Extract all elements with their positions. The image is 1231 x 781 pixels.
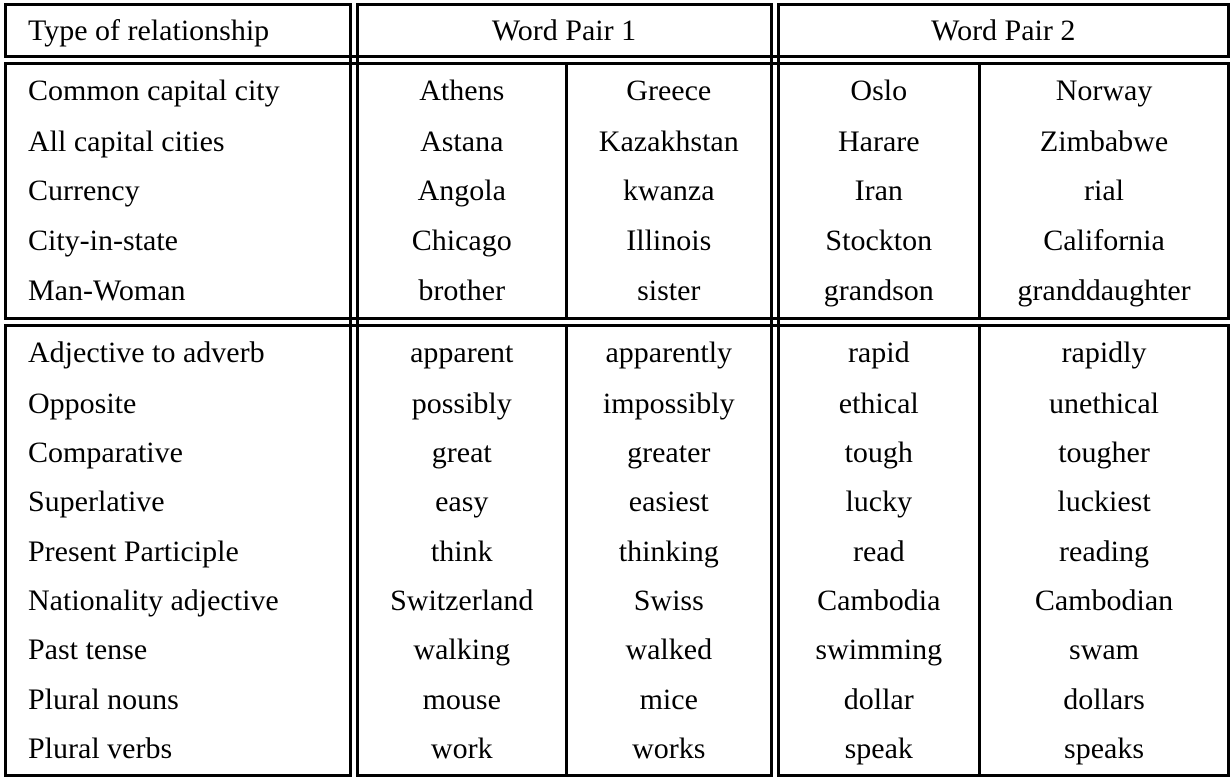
cell-pair2-word-a: dollar <box>775 675 980 724</box>
cell-relationship: Superlative <box>6 477 354 526</box>
cell-pair1-word-b: Illinois <box>567 216 775 265</box>
cell-pair2-word-a: speak <box>775 724 980 776</box>
cell-relationship: Common capital city <box>6 60 354 117</box>
cell-pair2-word-a: ethical <box>775 378 980 427</box>
cell-pair1-word-b: Swiss <box>567 576 775 625</box>
word-relationship-table <box>4 3 1230 777</box>
cell-pair2-word-b: tougher <box>1058 436 1150 469</box>
cell-relationship: Past tense <box>6 625 354 674</box>
table-row <box>6 576 1229 625</box>
cell-pair1-word-b: easiest <box>567 477 775 526</box>
section-semantic <box>6 60 1229 322</box>
cell-relationship: Adjective to adverb <box>6 322 354 379</box>
cell-pair1-word-a: mouse <box>354 675 567 724</box>
cell-pair1-word-b: thinking <box>567 527 775 576</box>
cell-pair2-word-a: grandson <box>775 265 980 322</box>
cell-pair2-word-a: rapid <box>775 322 980 379</box>
cell-pair1-word-a: Chicago <box>354 216 567 265</box>
cell-pair1-word-a: great <box>354 428 567 477</box>
cell-pair2-word-b: unethical <box>1049 386 1159 420</box>
cell-relationship: Nationality adjective <box>6 576 354 625</box>
cell-relationship: Man-Woman <box>6 265 354 322</box>
cell-pair1-word-b: apparently <box>567 322 775 379</box>
cell-pair1-word-a: brother <box>354 265 567 322</box>
cell-pair1-word-b: Greece <box>567 60 775 117</box>
cell-pair1-word-b: kwanza <box>567 166 775 215</box>
cell-pair1-word-a: work <box>354 724 567 776</box>
cell-pair2-word-b: Cambodian <box>1034 584 1174 618</box>
cell-pair2-word-a: Oslo <box>775 60 980 117</box>
table-row <box>6 166 1229 215</box>
cell-pair2-word-a: Stockton <box>775 216 980 265</box>
cell-pair1-word-b: greater <box>567 428 775 477</box>
cell-pair2-word-b: speaks <box>1064 732 1145 766</box>
cell-relationship: All capital cities <box>6 117 354 166</box>
cell-relationship: City-in-state <box>6 216 354 265</box>
header-word-pair-2: Word Pair 2 <box>775 5 1229 61</box>
cell-relationship: Plural nouns <box>6 675 354 724</box>
table-row <box>6 477 1229 526</box>
cell-pair1-word-b: Kazakhstan <box>567 117 775 166</box>
cell-pair2-word-b: dollars <box>1063 682 1145 716</box>
cell-pair2-word-b: granddaughter <box>980 265 1229 322</box>
header-word-pair-1: Word Pair 1 <box>354 5 775 61</box>
cell-pair2-word-b: California <box>1043 223 1165 257</box>
cell-pair1-word-a: think <box>354 527 567 576</box>
cell-relationship: Comparative <box>6 428 354 477</box>
cell-pair2-word-b: reading <box>1059 534 1149 568</box>
cell-pair1-word-a: possibly <box>354 378 567 427</box>
table-header <box>6 5 1229 61</box>
cell-pair2-word-b: Norway <box>1055 74 1153 108</box>
cell-pair1-word-b: impossibly <box>567 378 775 427</box>
cell-pair1-word-a: apparent <box>354 322 567 379</box>
cell-pair1-word-a: Angola <box>354 166 567 215</box>
cell-relationship: Opposite <box>6 378 354 427</box>
cell-pair2-word-b: Zimbabwe <box>1039 124 1169 158</box>
cell-pair2-word-b: rial <box>1084 174 1125 208</box>
header-type-of-relationship: Type of relationship <box>6 5 354 61</box>
cell-pair2-word-a: Cambodia <box>775 576 980 625</box>
table-row <box>6 625 1229 674</box>
cell-pair2-word-a: lucky <box>775 477 980 526</box>
cell-pair2-word-b: luckiest <box>1057 485 1151 519</box>
cell-pair1-word-a: Switzerland <box>354 576 567 625</box>
table-row <box>6 378 1229 427</box>
cell-pair2-word-a: read <box>775 527 980 576</box>
section-syntactic <box>6 322 1229 776</box>
table-row <box>6 428 1229 477</box>
table-row <box>6 117 1229 166</box>
cell-pair2-word-b: swam <box>1069 633 1140 667</box>
cell-pair1-word-a: easy <box>354 477 567 526</box>
cell-pair2-word-b: rapidly <box>1061 336 1147 370</box>
table-row <box>6 322 1229 379</box>
table-row <box>6 527 1229 576</box>
cell-pair2-word-a: Harare <box>775 117 980 166</box>
table-row <box>6 675 1229 724</box>
cell-pair1-word-a: Astana <box>354 117 567 166</box>
table-row <box>6 724 1229 776</box>
cell-relationship: Currency <box>6 166 354 215</box>
header-row <box>6 5 1229 61</box>
cell-pair1-word-b: works <box>567 724 775 776</box>
cell-pair1-word-a: Athens <box>354 60 567 117</box>
cell-pair2-word-a: Iran <box>775 166 980 215</box>
table-row <box>6 216 1229 265</box>
table-row <box>6 265 1229 322</box>
table-row <box>6 60 1229 117</box>
cell-relationship: Present Participle <box>6 527 354 576</box>
cell-pair1-word-b: walked <box>567 625 775 674</box>
cell-pair2-word-a: swimming <box>775 625 980 674</box>
cell-pair1-word-b: sister <box>567 265 775 322</box>
cell-relationship: Plural verbs <box>6 724 354 776</box>
cell-pair1-word-a: walking <box>354 625 567 674</box>
cell-pair1-word-b: mice <box>567 675 775 724</box>
cell-pair2-word-a: tough <box>775 428 980 477</box>
